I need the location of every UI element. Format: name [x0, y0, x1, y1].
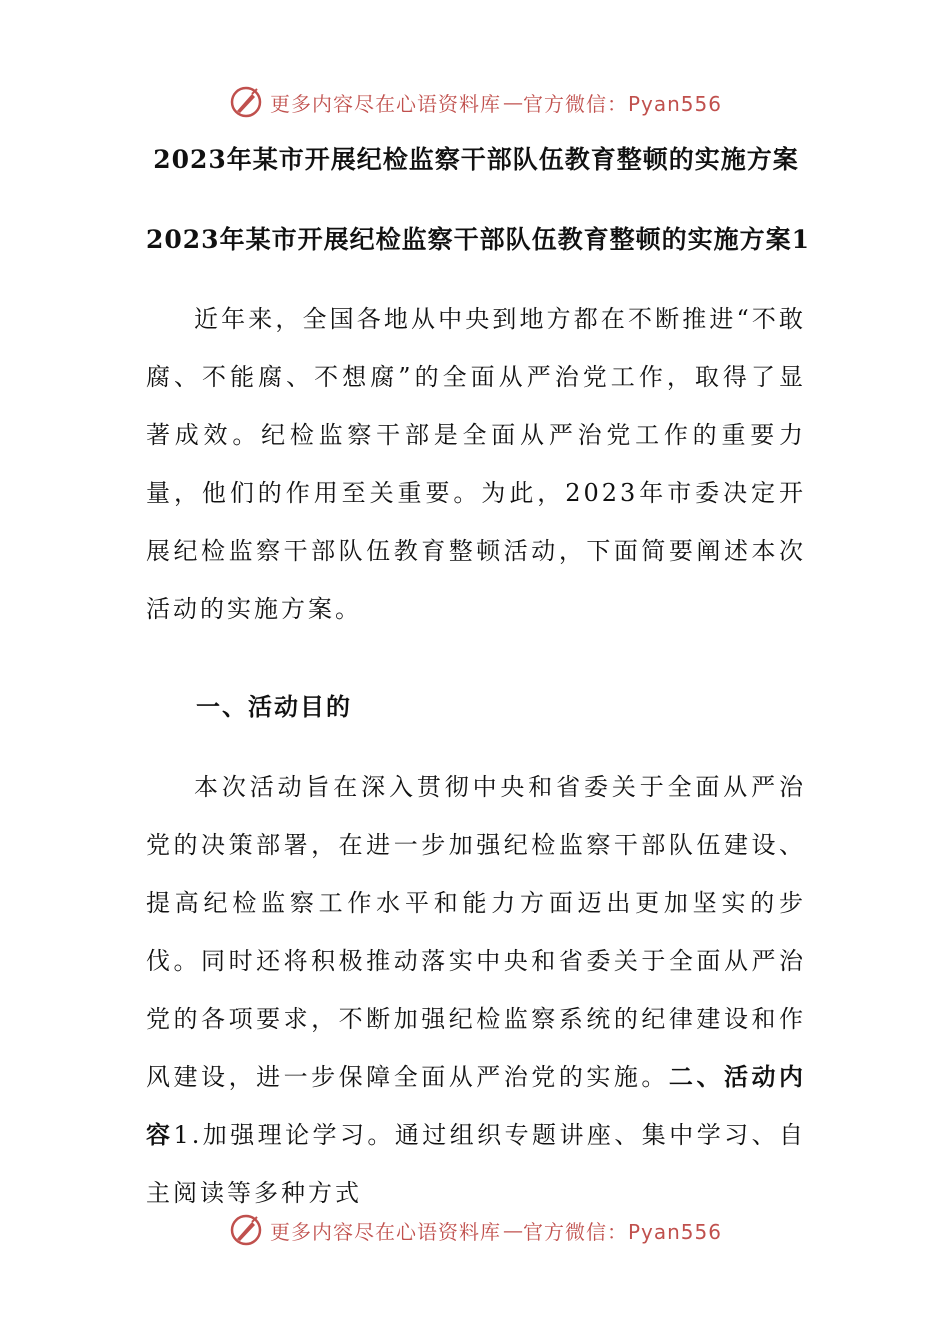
section-heading-purpose: 一、活动目的: [196, 692, 352, 721]
banner-dash: —: [502, 90, 521, 114]
footer-banner: [0, 1208, 950, 1252]
purpose-text: 本次活动旨在深入贯彻中央和省委关于全面从严治党的决策部署，在进一步加强纪检监察干部队伍建设、提高纪检监察工作水平和能力方面迈出更加坚实的步伐。同时还将积极推动落实中央和省委关于全面从严治党的各项要求，不断加强纪检监察系统的纪律建设和作风建设，进一步保障全面从严治党的实施。: [146, 773, 806, 1091]
banner-text: 更多内容尽在心语资料库: [269, 91, 501, 116]
pen-logo-icon: [228, 84, 264, 120]
section-heading-content: 二、活动内容: [146, 1062, 807, 1149]
banner-wechat: 官方微信：Pyan556: [522, 1219, 722, 1244]
document-body: [146, 132, 810, 1222]
pen-logo-icon: [228, 1212, 264, 1248]
intro-paragraph: 近年来，全国各地从中央到地方都在不断推进“不敢腐、不能腐、不想腐”的全面从严治党工作，取得了显著成效。纪检监察干部是全面从严治党工作的重要力量，他们的作用至关重要。为此，2023年市委决定开展纪检监察干部队伍教育整顿活动，下面简要阐述本次活动的实施方案。: [146, 305, 806, 623]
banner-text: 更多内容尽在心语资料库: [269, 1219, 501, 1244]
document-subtitle: 2023年某市开展纪检监察干部队伍教育整顿的实施方案1: [146, 225, 810, 254]
banner-dash: —: [502, 1218, 521, 1242]
banner-wechat: 官方微信：Pyan556: [522, 91, 722, 116]
content-text: 1.加强理论学习。通过组织专题讲座、集中学习、自主阅读等多种方式: [146, 1121, 807, 1207]
document-title: 2023年某市开展纪检监察干部队伍教育整顿的实施方案: [153, 145, 799, 174]
header-banner: [0, 80, 950, 124]
purpose-paragraph: [146, 758, 806, 1222]
